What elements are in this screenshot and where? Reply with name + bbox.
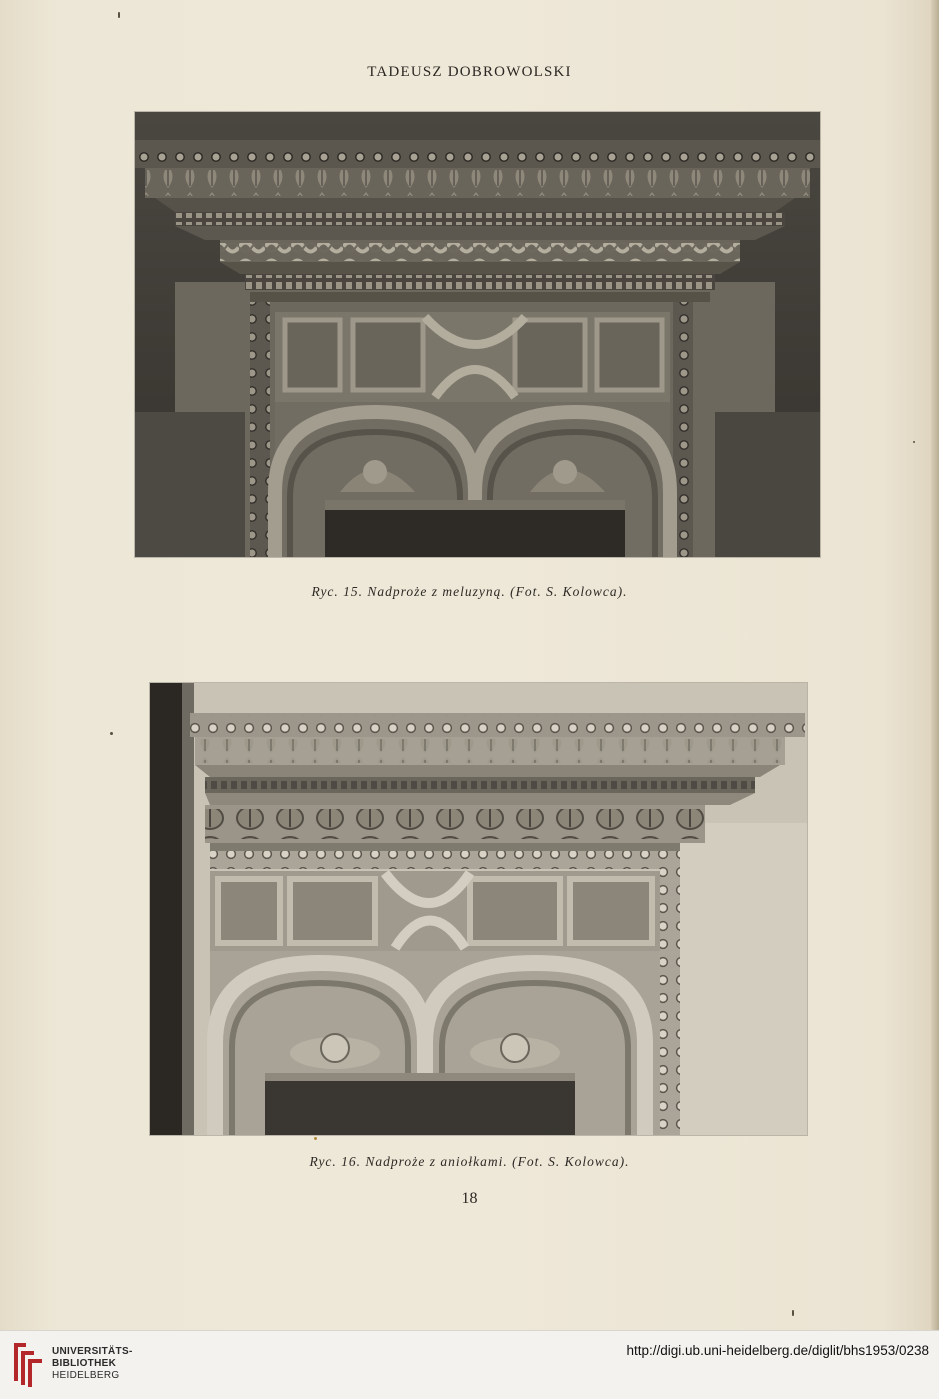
digital-library-footer [0,1330,939,1399]
source-url-link[interactable]: http://digi.ub.uni-heidelberg.de/diglit/bhs1953/0238 [626,1343,929,1358]
library-logo-icon[interactable] [10,1339,46,1389]
page-number: 18 [461,1190,478,1207]
paper-speck [792,1310,794,1316]
paper-speck [110,732,113,735]
figure-16-caption: Ryc. 16. Nadproże z aniołkami. (Fot. S. Kolowca). [309,1154,630,1169]
paper-speck [913,441,915,443]
running-head: TADEUSZ DOBROWOLSKI [367,64,572,80]
library-name-line: HEIDELBERG [52,1370,120,1381]
figure-15-photo [135,112,820,557]
paper-speck [118,12,120,18]
figure-15-caption: Ryc. 15. Nadproże z meluzyną. (Fot. S. Kolowca). [311,584,628,599]
library-name [52,1346,133,1382]
page-edge [931,0,939,1330]
library-name-line: UNIVERSITÄTS- [52,1346,133,1357]
figure-16-photo [150,683,807,1135]
paper-speck [314,1137,317,1140]
library-name-line: BIBLIOTHEK [52,1358,117,1369]
